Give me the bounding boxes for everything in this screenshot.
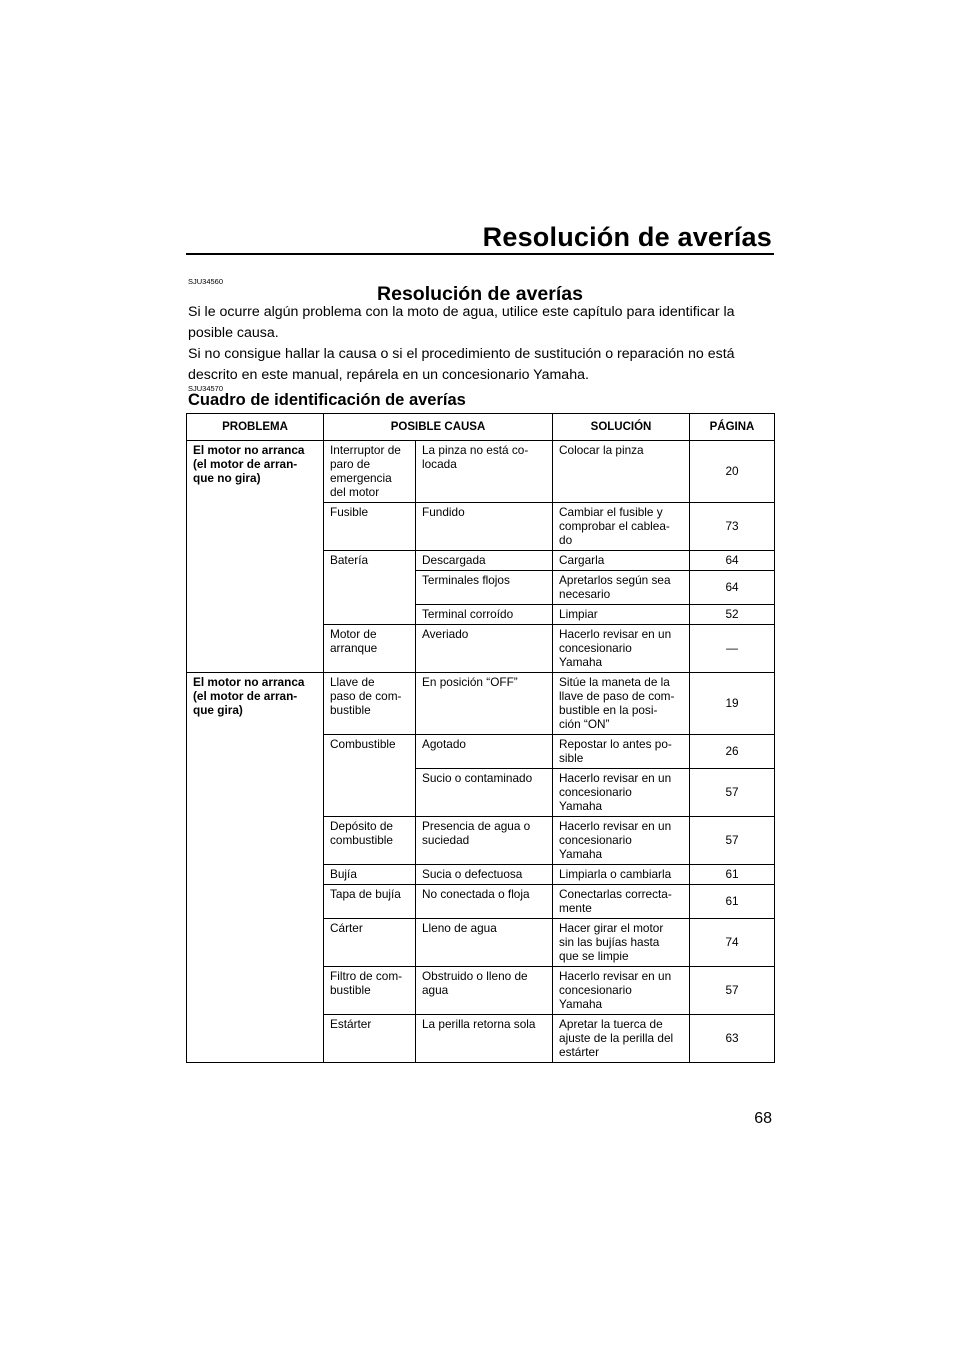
cause-detail-line: locada (422, 457, 457, 471)
page-number: 68 (754, 1110, 772, 1127)
solution-cell (553, 441, 690, 503)
solution-cell (553, 503, 690, 551)
solution-line: ajuste de la perilla del (559, 1031, 674, 1045)
solution-line: Yamaha (559, 847, 603, 861)
cause-line: bustible (330, 983, 371, 997)
page-ref-cell: 57 (690, 817, 775, 865)
page-ref-cell: 20 (690, 441, 775, 503)
cause-detail-cell (416, 503, 553, 551)
solution-cell (553, 865, 690, 885)
cause-line: Estárter (330, 1017, 372, 1031)
cause-cell (324, 673, 416, 735)
cause-line: paro de (330, 457, 371, 471)
solution-cell (553, 551, 690, 571)
cause-detail-line: La perilla retorna sola (422, 1017, 536, 1031)
cause-line: bustible (330, 703, 371, 717)
solution-cell (553, 605, 690, 625)
cause-detail-line: Terminal corroído (422, 607, 514, 621)
cause-line: Llave de (330, 675, 375, 689)
cause-detail-cell (416, 673, 553, 735)
cause-line: Motor de (330, 627, 377, 641)
solution-line: Sitúe la maneta de la (559, 675, 670, 689)
solution-line: necesario (559, 587, 611, 601)
cause-detail-line: Averiado (422, 627, 469, 641)
table-header-row (187, 414, 775, 441)
problem-line: El motor no arranca (193, 675, 305, 689)
cause-detail-line: En posición “OFF” (422, 675, 518, 689)
cause-detail-cell (416, 865, 553, 885)
cause-detail-line: Fundido (422, 505, 465, 519)
troubleshooting-table (186, 413, 775, 1063)
cause-detail-cell (416, 967, 553, 1015)
section-heading: Resolución de averías (377, 283, 583, 305)
page-ref-cell: 19 (690, 673, 775, 735)
solution-line: Apretarlos según sea (559, 573, 671, 587)
cause-detail-cell (416, 735, 553, 769)
cause-detail-line: Presencia de agua o (422, 819, 531, 833)
solution-cell (553, 1015, 690, 1063)
cause-detail-line: No conectada o floja (422, 887, 530, 901)
header-possible-cause: POSIBLE CAUSA (324, 414, 553, 441)
header-page: PÁGINA (690, 414, 775, 441)
solution-line: Repostar lo antes po- (559, 737, 672, 751)
chart-heading: Cuadro de identificación de averías (188, 391, 466, 409)
cause-cell (324, 967, 416, 1015)
problem-line: El motor no arranca (193, 443, 305, 457)
cause-detail-line: Lleno de agua (422, 921, 497, 935)
header-solution: SOLUCIÓN (553, 414, 690, 441)
page-ref-cell: 26 (690, 735, 775, 769)
solution-cell (553, 571, 690, 605)
cause-detail-line: Agotado (422, 737, 466, 751)
solution-cell (553, 625, 690, 673)
chart-code: SJU34570 (188, 384, 224, 393)
solution-line: Hacer girar el motor (559, 921, 664, 935)
cause-cell (324, 735, 416, 817)
solution-cell (553, 919, 690, 967)
solution-line: Cambiar el fusible y (559, 505, 663, 519)
cause-line: Depósito de (330, 819, 393, 833)
table-row (187, 441, 775, 503)
solution-line: comprobar el cablea- (559, 519, 670, 533)
problem-cell (187, 673, 324, 1063)
solution-line: sible (559, 751, 584, 765)
header-problem: PROBLEMA (187, 414, 324, 441)
cause-cell (324, 441, 416, 503)
cause-detail-line: suciedad (422, 833, 470, 847)
cause-cell (324, 817, 416, 865)
cause-cell (324, 865, 416, 885)
page-ref-cell: 57 (690, 967, 775, 1015)
solution-cell (553, 673, 690, 735)
solution-line: mente (559, 901, 592, 915)
cause-detail-cell (416, 885, 553, 919)
solution-line: ción “ON” (559, 717, 610, 731)
cause-detail-line: La pinza no está co- (422, 443, 529, 457)
cause-line: Bujía (330, 867, 357, 881)
cause-line: arranque (330, 641, 378, 655)
cause-detail-line: Sucio o contaminado (422, 771, 533, 785)
page-ref-cell: 64 (690, 551, 775, 571)
cause-line: Tapa de bujía (330, 887, 401, 901)
page-header-title: Resolución de averías (482, 222, 772, 252)
cause-detail-line: Terminales flojos (422, 573, 510, 587)
cause-cell (324, 919, 416, 967)
cause-detail-line: Descargada (422, 553, 486, 567)
solution-line: Hacerlo revisar en un (559, 771, 672, 785)
solution-line: concesionario (559, 641, 632, 655)
cause-detail-cell (416, 817, 553, 865)
cause-detail-cell (416, 919, 553, 967)
table-body (187, 441, 775, 1063)
solution-line: Yamaha (559, 997, 603, 1011)
problem-line: que no gira) (193, 471, 261, 485)
cause-line: Fusible (330, 505, 369, 519)
solution-cell (553, 735, 690, 769)
solution-line: Hacerlo revisar en un (559, 969, 672, 983)
cause-detail-cell (416, 769, 553, 817)
cause-detail-cell (416, 571, 553, 605)
solution-line: Hacerlo revisar en un (559, 627, 672, 641)
solution-line: llave de paso de com- (559, 689, 675, 703)
problem-line: que gira) (193, 703, 243, 717)
page-ref-cell: 73 (690, 503, 775, 551)
cause-line: paso de com- (330, 689, 402, 703)
cause-detail-cell (416, 551, 553, 571)
solution-line: que se limpie (559, 949, 629, 963)
solution-line: Yamaha (559, 655, 603, 669)
problem-cell (187, 441, 324, 673)
solution-line: bustible en la posi- (559, 703, 658, 717)
cause-cell (324, 503, 416, 551)
solution-line: concesionario (559, 785, 632, 799)
solution-line: Yamaha (559, 799, 603, 813)
cause-line: combustible (330, 833, 393, 847)
solution-line: concesionario (559, 833, 632, 847)
page-ref-cell: 74 (690, 919, 775, 967)
cause-line: Batería (330, 553, 369, 567)
cause-detail-cell (416, 1015, 553, 1063)
solution-cell (553, 885, 690, 919)
cause-detail-cell (416, 441, 553, 503)
table-row (187, 673, 775, 735)
cause-line: Filtro de com- (330, 969, 403, 983)
cause-line: del motor (330, 485, 380, 499)
problem-line: (el motor de arran- (193, 689, 298, 703)
intro-paragraph-2: Si no consigue hallar la causa o si el procedimiento de sustitución o reparación no está descrito en este manual, repárela en un concesionario Yamaha. (188, 346, 735, 383)
solution-line: Limpiarla o cambiarla (559, 867, 672, 881)
section-code: SJU34560 (188, 277, 224, 286)
cause-cell (324, 1015, 416, 1063)
solution-line: concesionario (559, 983, 632, 997)
cause-detail-line: Sucia o defectuosa (422, 867, 523, 881)
cause-detail-cell (416, 625, 553, 673)
solution-line: Hacerlo revisar en un (559, 819, 672, 833)
page-ref-cell: 64 (690, 571, 775, 605)
page-ref-cell: 61 (690, 865, 775, 885)
solution-line: Apretar la tuerca de (559, 1017, 663, 1031)
solution-line: sin las bujías hasta (559, 935, 660, 949)
solution-line: estárter (559, 1045, 600, 1059)
page-ref-cell: 52 (690, 605, 775, 625)
cause-detail-cell (416, 605, 553, 625)
cause-line: emergencia (330, 471, 392, 485)
intro-paragraph-1: Si le ocurre algún problema con la moto de agua, utilice este capítulo para identificar la posible causa. (188, 304, 735, 341)
cause-detail-line: agua (422, 983, 449, 997)
page-ref-cell: — (690, 625, 775, 673)
cause-detail-line: Obstruido o lleno de (422, 969, 528, 983)
solution-cell (553, 817, 690, 865)
solution-line: Conectarlas correcta- (559, 887, 672, 901)
solution-line: Limpiar (559, 607, 598, 621)
solution-line: do (559, 533, 573, 547)
solution-cell (553, 967, 690, 1015)
page-ref-cell: 61 (690, 885, 775, 919)
cause-line: Combustible (330, 737, 396, 751)
cause-cell (324, 551, 416, 625)
solution-line: Cargarla (559, 553, 605, 567)
page-ref-cell: 57 (690, 769, 775, 817)
problem-line: (el motor de arran- (193, 457, 298, 471)
cause-line: Cárter (330, 921, 363, 935)
cause-cell (324, 625, 416, 673)
solution-cell (553, 769, 690, 817)
header-rule (186, 253, 774, 255)
cause-cell (324, 885, 416, 919)
solution-line: Colocar la pinza (559, 443, 644, 457)
page-ref-cell: 63 (690, 1015, 775, 1063)
cause-line: Interruptor de (330, 443, 401, 457)
